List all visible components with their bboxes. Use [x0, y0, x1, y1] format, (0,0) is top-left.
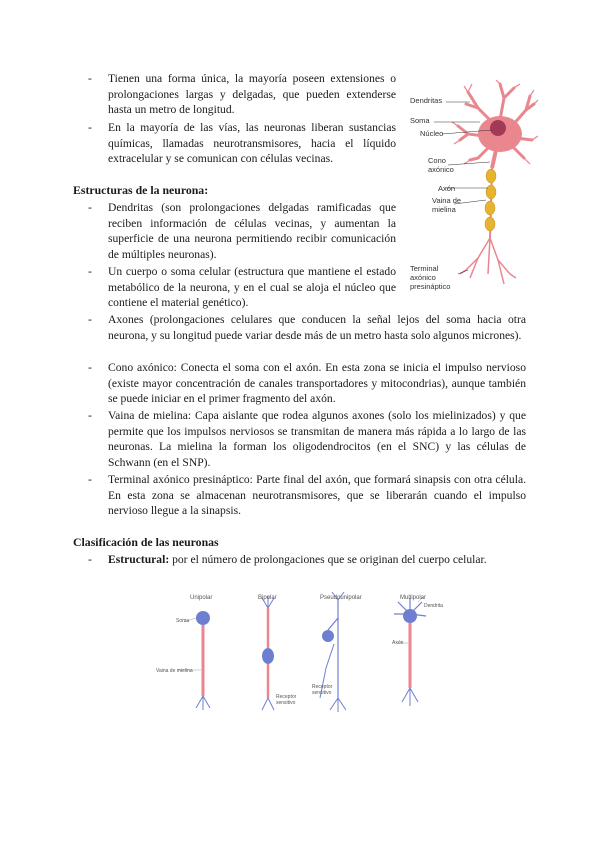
bipolar-neuron [262, 596, 274, 710]
neuron-types-diagram [148, 588, 448, 718]
label-dendritas: Dendritas [410, 96, 443, 105]
label-axon-small: Axón [392, 640, 404, 646]
label-receptor-bipolar: Receptor sensitivo [276, 694, 297, 706]
unipolar-neuron [178, 611, 210, 710]
nucleus-shape [490, 120, 506, 136]
title-pseudounipolar: Pseudounipolar [320, 595, 362, 601]
label-cono: Cono axónico [428, 156, 454, 174]
label-nucleo: Núcleo [420, 129, 444, 138]
label-terminal: Terminal axónico presináptico [410, 264, 451, 291]
label-axon: Axón [438, 184, 456, 193]
document-page: - Tienen una forma única, la mayoría poseen extensiones o prolongaciones largas y delgadas, que pueden extenderse hasta un metro de longitud. - En la mayoría de las vías, las neuronas liberan sustancias químicas, llamadas neurotransmisores, hacia el líquido extracelular y se comunican con células vecinas. Estructuras de la neurona: - Dendritas (son prolongaciones delgadas ramificadas que reciben información de células vecinas, y aumentan la superficie de una neurona permitiendo recibir comunicación de múltiples neuronas). - Un cuerpo o soma celular (estructura que mantiene el estado metabólico de la neurona, y en el cual se aloja el núcleo que contiene el material genético). - Axones (prolongaciones celulares que conducen la señal lejos del soma hacia otra neurona, y su longitud puede variar desde más de un metro hasta solo algunos micrones). - Cono axónico: Conecta el soma con el axón. En esta zona se inicia el impulso nervioso (existe mayor concentración de canales transportadores y mitocondrias), aunque también se puede iniciar en el primer fragmento del axón. - Vaina de mielina: Capa aislante que rodea algunos axones (solo los mielinizados) y que permite que los impulsos nerviosos se transmitan de manera más rápida a lo largo de las neuronas. La mielina la forman los oligodendrocitos (en el SNC) y las células de Schwann (en el SNP). - Terminal axónico presináptico: Parte final del axón, que formará sinapsis con otra célula. En esta zona se almacenan neurotransmisores, que se liberarán cuando el impulso nervioso llegue a la sinapsis. Clasificación de las neuronas - Estructural: por el número de prolongaciones que se originan del cuerpo celular. Dendritas Soma Núcleo Cono axónico Axón Vaina de mielina Terminal axónico presináptico Unipolar Bipolar Pseudounipolar Multipolar Soma Vaina de mielina Receptor sensitivo Receptor sensitivo Dendrita Axón [0, 0, 600, 848]
label-soma-small: Soma [176, 618, 190, 624]
label-vaina-small: Vaina de mielina [156, 668, 193, 674]
title-unipolar: Unipolar [190, 595, 213, 601]
label-dendrita: Dendrita [424, 603, 443, 609]
label-soma: Soma [410, 116, 430, 125]
section-heading: Estructuras de la neurona: [73, 183, 209, 197]
title-bipolar: Bipolar [258, 595, 277, 601]
neuron-diagram [408, 78, 538, 293]
label-receptor-pseudo: Receptor sensitivo [312, 684, 333, 696]
multipolar-neuron [394, 596, 426, 706]
section-heading: Clasificación de las neuronas [73, 535, 219, 549]
title-multipolar: Multipolar [400, 595, 427, 601]
label-vaina: Vaina de mielina [432, 196, 462, 214]
